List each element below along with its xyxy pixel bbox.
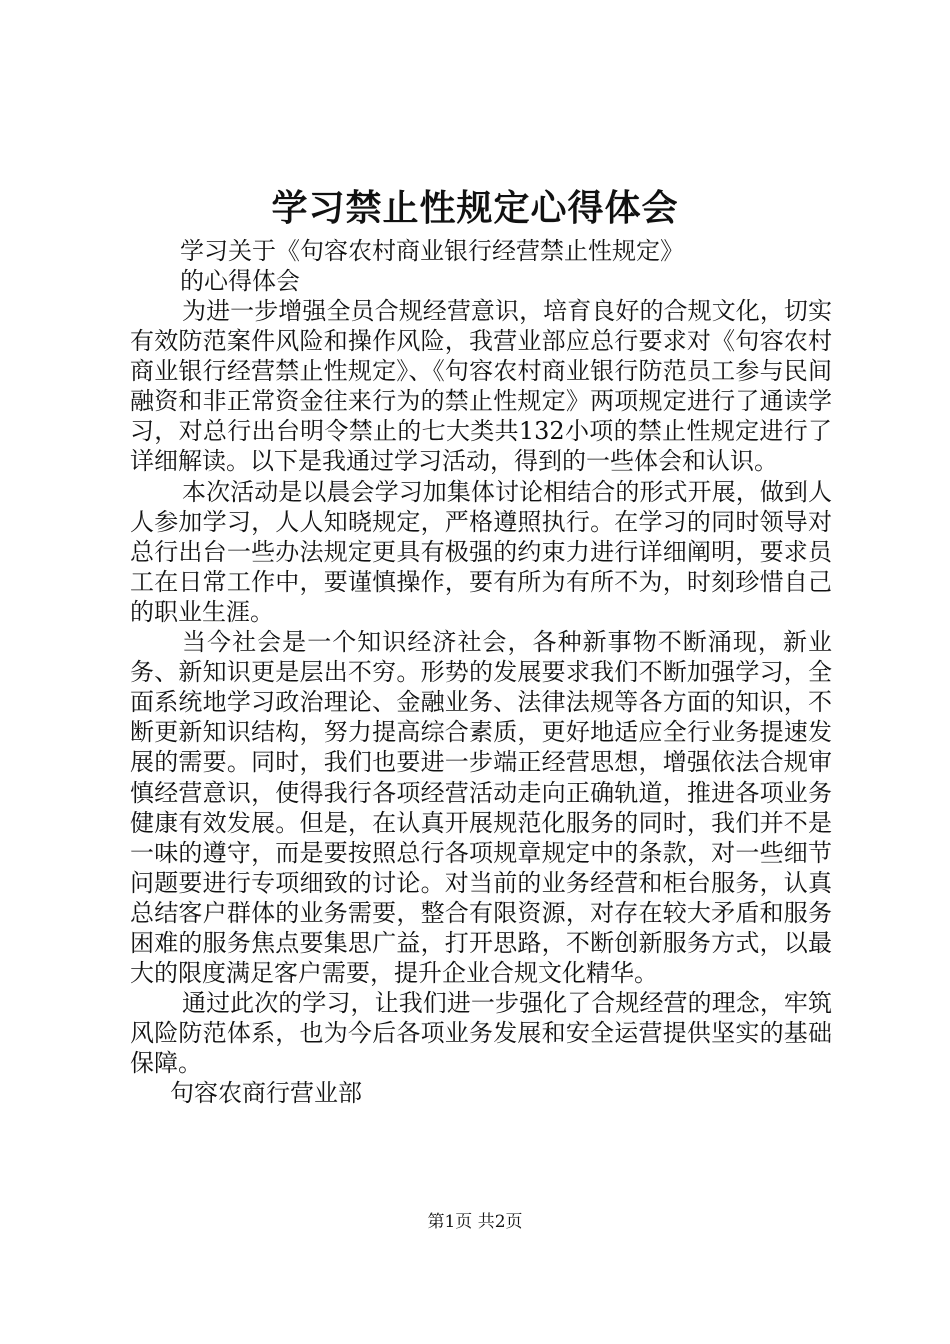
paragraph-3: 当今社会是一个知识经济社会，各种新事物不断涌现，新业务、新知识更是层出不穷。形势的发展要求我们不断加强学习，全面系统地学习政治理论、金融业务、法律法规等各方面的知识，不断更新知识结构，努力提高综合素质，更好地适应全行业务提速发展的需要。同时，我们也要进一步端正经营思想，增强依法合规审慎经营意识，使得我行各项经营活动走向正确轨道，推进各项业务健康有效发展。但是，在认真开展规范化服务的同时，我们并不是一味的遵守，而是要按照总行各项规章规定中的条款，对一些细节问题要进行专项细致的讨论。对当前的业务经营和柜台服务，认真总结客户群体的业务需要，整合有限资源，对存在较大矛盾和服务困难的服务焦点要集思广益，打开思路，不断创新服务方式，以最大的限度满足客户需要，提升企业合规文化精华。 [130, 628, 832, 988]
document-body [130, 296, 832, 1109]
paragraph-4: 通过此次的学习，让我们进一步强化了合规经营的理念，牢筑风险防范体系，也为今后各项业务发展和安全运营提供坚实的基础保障。 [130, 989, 832, 1078]
document-title: 学习禁止性规定心得体会 [271, 187, 679, 229]
page-footer: 第1页 共2页 [427, 1212, 523, 1232]
paragraph-2: 本次活动是以晨会学习加集体讨论相结合的形式开展，做到人人参加学习，人人知晓规定，严格遵照执行。在学习的同时领导对总行出台一些办法规定更具有极强的约束力进行详细阐明，要求员工在日常工作中，要谨慎操作，要有所为有所不为，时刻珍惜自己的职业生涯。 [130, 477, 832, 626]
document-subtitle-line-1: 学习关于《句容农村商业银行经营禁止性规定》 [180, 237, 684, 265]
paragraph-1: 为进一步增强全员合规经营意识，培育良好的合规文化，切实有效防范案件风险和操作风险，我营业部应总行要求对《句容农村商业银行经营禁止性规定》、《句容农村商业银行防范员工参与民间融资和非正常资金往来行为的禁止性规定》两项规定进行了通读学习，对总行出台明令禁止的七大类共132小项的禁止性规定进行了详细解读。以下是我通过学习活动，得到的一些体会和认识。 [130, 297, 832, 476]
document-subtitle-line-2: 的心得体会 [180, 267, 300, 295]
signature: 句容农商行营业部 [170, 1079, 362, 1108]
